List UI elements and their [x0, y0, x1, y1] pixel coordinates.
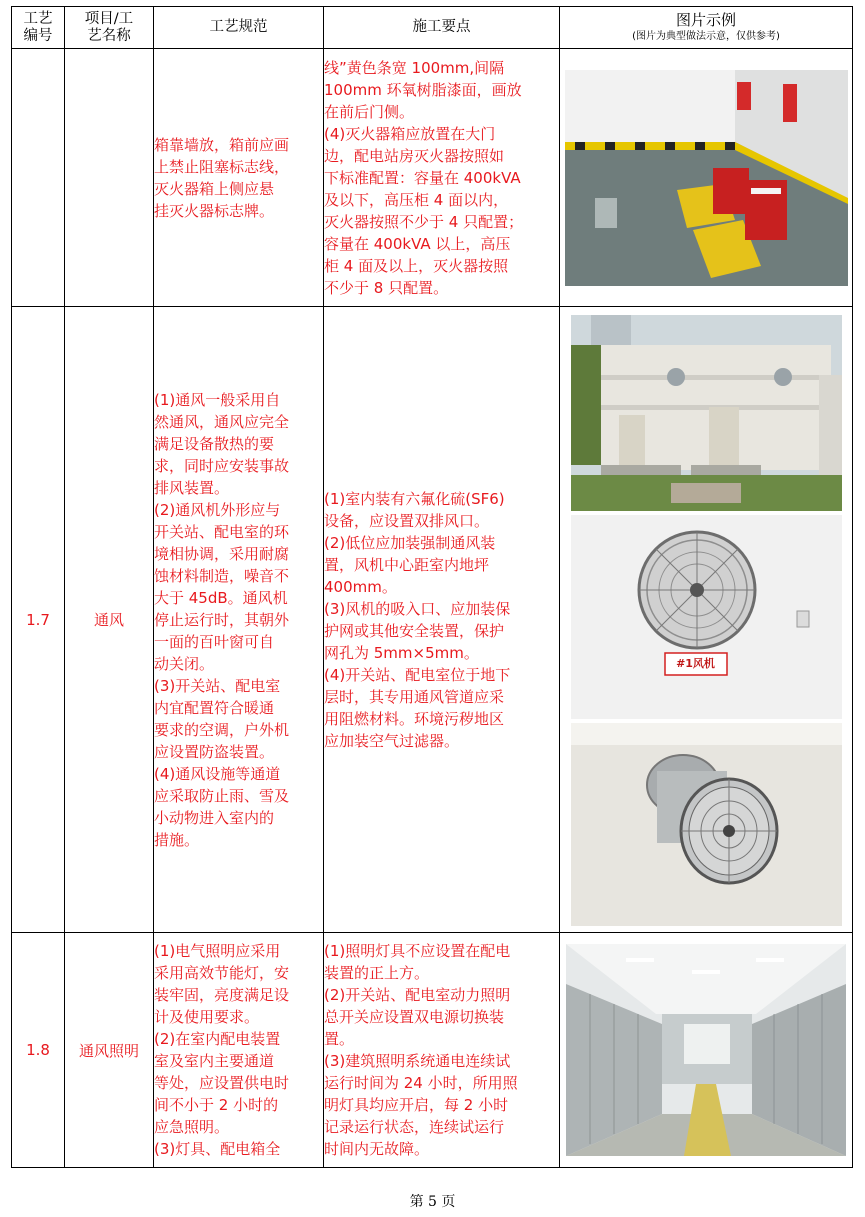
- switchgear-room-photo: [566, 944, 846, 1156]
- row-points: (1)室内装有六氟化硫(SF6) 设备，应设置双排风口。 (2)低位应加装强制通风装 置，风机中心距室内地坪 400mm。 (3)风机的吸入口、应加装保 护网或其他安全装置，保护 网孔为 5mm×5mm。 (4)开关站、配电室位于地下 层时，其专用通风管道应采 用阻燃材料。环境污秽地区 应加装空气过滤器。: [324, 307, 560, 933]
- row-points: 线”黄色条宽 100mm,间隔 100mm 环氧树脂漆面，画放 在前后门侧。 (4)灭火器箱应放置在大门 边，配电站房灭火器按照如 下标准配置：容量在 400kVA 及以下，高压柜 4 面以内， 灭火器按照不少于 4 只配置； 容量在 400kVA 以上，高压 柜 4 面及以上，灭火器按照 不少于 8 只配置。: [324, 49, 560, 307]
- building-exterior-photo: [571, 315, 842, 511]
- row-spec: (1)电气照明应采用 采用高效节能灯，安 装牢固，亮度满足设 计及使用要求。 (2)在室内配电装置 室及室内主要通道 等处，应设置供电时 间不小于 2 小时的 应急照明。 (3)灯具、配电箱全: [154, 933, 324, 1168]
- row-images: [560, 933, 853, 1168]
- spec-table: [11, 6, 853, 1168]
- fire-extinguisher-box-photo: [565, 70, 848, 286]
- header-col-name: 项目/工 艺名称: [65, 7, 154, 49]
- row-number: [12, 49, 65, 307]
- header-col-number: 工艺 编号: [12, 7, 65, 49]
- header-col-spec: 工艺规范: [154, 7, 324, 49]
- row-name: 通风: [65, 307, 154, 933]
- page-number: 第 5 页: [409, 1194, 456, 1210]
- header-col-points: 施工要点: [324, 7, 560, 49]
- fan-sign-label: #1风机: [676, 656, 715, 670]
- row-name: [65, 49, 154, 307]
- row-spec: (1)通风一般采用自 然通风，通风应完全 满足设备散热的要 求，同时应安装事故 排风装置。 (2)通风机外形应与 开关站、配电室的环 境相协调，采用耐腐 蚀材料制造，噪音不 大于 45dB。通风机 停止运行时，其朝外 一面的百叶窗可自 动关闭。 (3)开关站、配电室 内宜配置符合暖通 要求的空调，户外机 应设置防盗装置。 (4)通风设施等通道 应采取防止雨、雪及 小动物进入室内的 措施。: [154, 307, 324, 933]
- row-name: 通风照明: [65, 933, 154, 1168]
- row-points: (1)照明灯具不应设置在配电 装置的正上方。 (2)开关站、配电室动力照明 总开关应设置双电源切换装 置。 (3)建筑照明系统通电连续试 运行时间为 24 小时，所用照 明灯具均应开启，每 2 小时 记录运行状态，连续试运行 时间内无故障。: [324, 933, 560, 1168]
- header-col-images: 图片示例 (图片为典型做法示意，仅供参考): [560, 7, 853, 49]
- table-row: [12, 933, 853, 1168]
- row-number: 1.8: [12, 933, 65, 1168]
- row-images: [560, 307, 853, 933]
- table-row: [12, 49, 853, 307]
- header-images-note: (图片为典型做法示意，仅供参考): [632, 31, 780, 42]
- duct-fan-photo: [571, 723, 842, 926]
- wall-fan-photo: [571, 515, 842, 719]
- header-row: [12, 7, 853, 49]
- table-row: [12, 307, 853, 933]
- row-images: [560, 49, 853, 307]
- row-spec: 箱靠墙放，箱前应画 上禁止阻塞标志线， 灭火器箱上侧应悬 挂灭火器标志牌。: [154, 49, 324, 307]
- row-number: 1.7: [12, 307, 65, 933]
